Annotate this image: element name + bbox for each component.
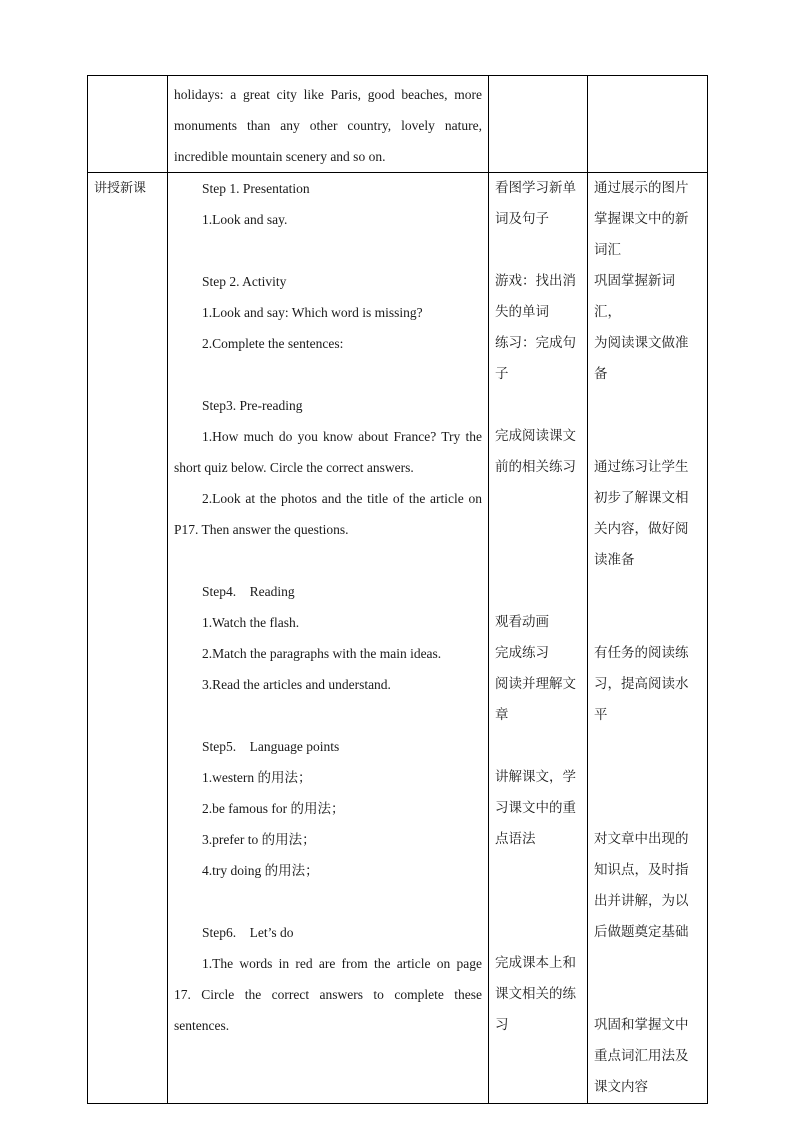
lesson-plan-table	[87, 75, 708, 1104]
activity-line: 前的相关练习	[495, 459, 576, 475]
step-line: short quiz below. Circle the correct answers.	[174, 460, 414, 475]
purpose-line: 通过练习让学生	[594, 459, 689, 475]
table-row	[88, 173, 708, 1104]
activity-cell	[489, 76, 588, 173]
content-line: incredible mountain scenery and so on.	[174, 149, 386, 164]
activity-line: 失的单词	[495, 304, 549, 320]
purpose-line: 巩固和掌握文中	[594, 1017, 689, 1033]
activity-line: 完成练习	[495, 645, 549, 661]
purpose-line: 对文章中出现的	[594, 831, 689, 847]
step-line: 1.western 的用法；	[202, 770, 312, 785]
step-title: Step 1. Presentation	[202, 181, 310, 196]
purpose-line: 习，提高阅读水	[594, 676, 689, 692]
purpose-line: 为阅读课文做准	[594, 335, 689, 351]
purpose-line: 备	[594, 366, 608, 382]
purpose-line: 重点词汇用法及	[594, 1048, 689, 1064]
activity-line: 看图学习新单	[495, 180, 576, 196]
step-line: sentences.	[174, 1018, 230, 1033]
step-line: 17. Circle the correct answers to complete these	[174, 987, 482, 1002]
activity-cell	[489, 173, 588, 1104]
purpose-cell	[588, 173, 708, 1104]
purpose-line: 课文内容	[594, 1079, 648, 1095]
activity-line: 完成课本上和	[495, 955, 576, 971]
step-line: 1.The words in red are from the article on page	[202, 956, 482, 971]
purpose-line: 词汇	[594, 242, 621, 258]
purpose-line: 巩固掌握新词汇，	[594, 273, 675, 320]
content-line: holidays: a great city like Paris, good beaches, more	[174, 87, 482, 102]
step-line: 2.Match the paragraphs with the main ideas.	[202, 646, 442, 661]
step-title: Step4. Reading	[202, 584, 295, 599]
activity-line: 章	[495, 707, 509, 723]
activity-line: 练习：完成句	[495, 335, 576, 351]
purpose-line: 出并讲解，为以	[594, 893, 689, 909]
step-line: 2.Look at the photos and the title of the article on	[202, 491, 482, 506]
stage-label: 讲授新课	[94, 181, 147, 196]
purpose-line: 通过展示的图片	[594, 180, 689, 196]
step-line: 1.Look and say.	[202, 212, 288, 227]
activity-line: 游戏：找出消	[495, 273, 576, 289]
purpose-line: 初步了解课文相	[594, 490, 689, 506]
activity-line: 阅读并理解文	[495, 676, 576, 692]
step-line: 2.be famous for 的用法；	[202, 801, 345, 816]
table-row	[88, 76, 708, 173]
step-line: 3.Read the articles and understand.	[202, 677, 391, 692]
step-line: 1.Look and say: Which word is missing?	[202, 305, 423, 320]
purpose-line: 掌握课文中的新	[594, 211, 689, 227]
purpose-cell	[588, 76, 708, 173]
activity-line: 子	[495, 366, 509, 382]
step-line: 1.Watch the flash.	[202, 615, 300, 630]
activity-line: 习课文中的重	[495, 800, 576, 816]
purpose-line: 平	[594, 707, 608, 723]
step-line: P17. Then answer the questions.	[174, 522, 349, 537]
activity-line: 完成阅读课文	[495, 428, 576, 444]
purpose-line: 有任务的阅读练	[594, 645, 689, 661]
activity-line: 观看动画	[495, 614, 549, 630]
activity-line: 词及句子	[495, 211, 549, 227]
stage-cell	[88, 76, 168, 173]
step-line: 2.Complete the sentences:	[202, 336, 344, 351]
activity-line: 点语法	[495, 831, 536, 847]
content-cell	[168, 173, 489, 1104]
purpose-line: 后做题奠定基础	[594, 924, 689, 940]
activity-line: 习	[495, 1017, 509, 1033]
step-line: 4.try doing 的用法；	[202, 863, 319, 878]
step-title: Step3. Pre-reading	[202, 398, 303, 413]
activity-line: 讲解课文，学	[495, 769, 576, 785]
step-line: 3.prefer to 的用法；	[202, 832, 316, 847]
purpose-line: 读准备	[594, 552, 635, 568]
content-cell	[168, 76, 489, 173]
step-title: Step5. Language points	[202, 739, 340, 754]
step-title: Step6. Let’s do	[202, 925, 294, 940]
step-title: Step 2. Activity	[202, 274, 287, 289]
purpose-line: 关内容，做好阅	[594, 521, 689, 537]
content-line: monuments than any other country, lovely nature,	[174, 118, 482, 133]
step-line: 1.How much do you know about France? Try the	[202, 429, 482, 444]
activity-line: 课文相关的练	[495, 986, 576, 1002]
purpose-line: 知识点，及时指	[594, 862, 689, 878]
stage-cell	[88, 173, 168, 1104]
